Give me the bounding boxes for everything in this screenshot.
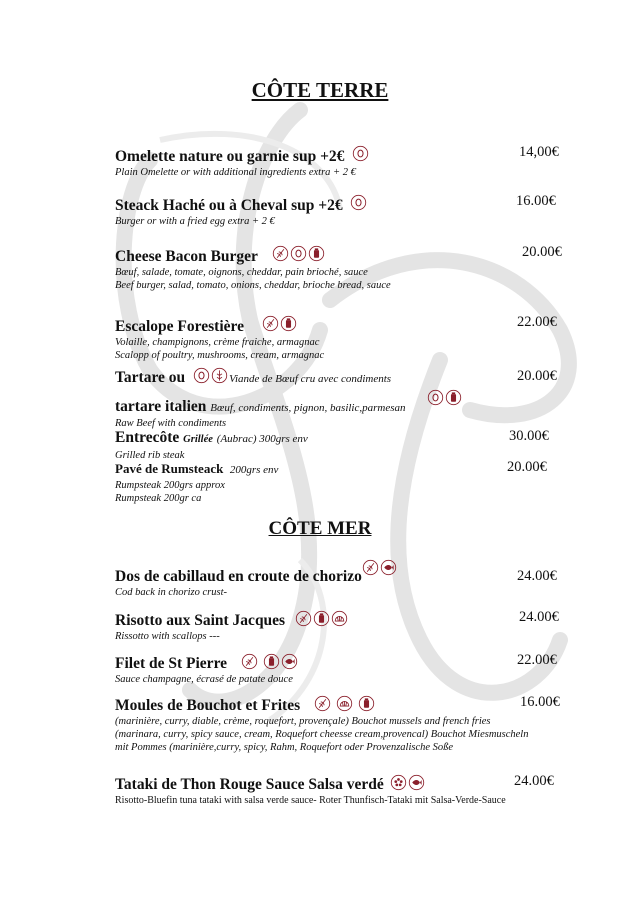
menu-item-tartare-italien	[115, 398, 575, 430]
section-title-terre: CÔTE TERRE	[251, 78, 389, 102]
item-price: 24.00€	[519, 609, 559, 625]
item-desc: Plain Omelette or with additional ingredients extra + 2 €	[115, 167, 356, 178]
wheat-icon	[262, 315, 279, 332]
mustard-icon	[211, 367, 228, 384]
item-desc-en: (marinara, curry, spicy sauce, cream, Roquefort cheesse cream,provencal) Bouchot Miesmuscheln	[115, 729, 529, 740]
item-price: 14,00€	[519, 144, 559, 160]
item-name: Cheese Bacon Burger	[115, 248, 258, 265]
item-name: Entrecôte	[115, 429, 180, 446]
item-desc: Volaille, champignons, crème fraiche, armagnac	[115, 337, 320, 348]
item-price: 16.00€	[516, 193, 556, 209]
cabillaud-allergens	[362, 558, 398, 576]
item-name: Tartare ou	[115, 369, 186, 386]
wheat-icon	[272, 245, 289, 262]
item-desc: Sauce champagne, écrasé de patate douce	[115, 674, 293, 685]
item-name: Tataki de Thon Rouge Sauce Salsa verdé	[115, 776, 384, 793]
shellfish-icon	[336, 695, 353, 712]
fish-icon	[380, 559, 397, 576]
item-desc: Burger or with a fried egg extra + 2 €	[115, 216, 275, 227]
milk-icon	[280, 315, 297, 332]
wheat-icon	[241, 653, 258, 670]
item-price: 30.00€	[509, 428, 549, 444]
egg-icon	[427, 389, 444, 406]
section-title-mer: CÔTE MER	[268, 518, 372, 539]
item-name: tartare italien	[115, 398, 207, 415]
milk-icon	[308, 245, 325, 262]
item-inline-desc: 200grs env	[229, 464, 279, 476]
fish-icon	[281, 653, 298, 670]
menu-item-tataki	[115, 773, 575, 807]
egg-icon	[350, 194, 367, 211]
menu-item-risotto	[115, 609, 575, 643]
item-name: Pavé de Rumsteack	[115, 461, 224, 476]
milk-icon	[445, 389, 462, 406]
item-price: 22.00€	[517, 314, 557, 330]
item-desc-alt: Rumpsteak 200gr ca	[115, 493, 202, 504]
item-name: Moules de Bouchot et Frites	[115, 697, 301, 714]
menu-item-steack	[115, 193, 575, 228]
item-price: 20.00€	[507, 459, 547, 475]
menu-item-pave-rumsteack	[115, 460, 575, 505]
item-inline-desc: Bœuf, condiments, pignon, basilic,parmesan	[210, 402, 406, 414]
item-price: 16.00€	[520, 694, 560, 710]
item-desc-en: Beef burger, salad, tomato, onions, cheddar, brioche bread, sauce	[115, 280, 391, 291]
menu-item-moules	[115, 694, 575, 754]
item-inline-bold: Grillée	[183, 434, 213, 445]
item-name: Dos de cabillaud en croute de chorizo	[115, 568, 362, 585]
shellfish-icon	[331, 610, 348, 627]
item-name: Steack Haché ou à Cheval sup +2€	[115, 197, 343, 214]
milk-icon	[313, 610, 330, 627]
menu-item-tartare	[115, 366, 575, 388]
fish-icon	[408, 774, 425, 791]
wheat-icon	[314, 695, 331, 712]
item-name: Risotto aux Saint Jacques	[115, 612, 286, 629]
tartare-italien-allergens	[427, 388, 463, 406]
item-price: 20.00€	[522, 244, 562, 260]
item-desc-de: mit Pommes (marinière,curry, spicy, Rahm, Roquefort oder Provenzalische Soße	[115, 742, 454, 753]
egg-icon	[352, 145, 369, 162]
item-name: Omelette nature ou garnie sup +2€	[115, 148, 345, 165]
wheat-icon	[362, 559, 379, 576]
egg-icon	[193, 367, 210, 384]
item-price: 24.00€	[517, 568, 557, 584]
item-name: Filet de St Pierre	[115, 655, 228, 672]
item-desc: Rissotto with scallops ---	[115, 631, 220, 642]
menu-item-escalope	[115, 314, 575, 362]
menu-item-cabillaud	[115, 568, 575, 599]
wheat-icon	[295, 610, 312, 627]
item-price: 24.00€	[514, 773, 554, 789]
item-desc: Grilled rib steak	[115, 450, 185, 461]
menu-item-entrecote	[115, 429, 575, 462]
item-desc: (marinière, curry, diable, crème, roquefort, provençale) Bouchot mussels and french fries	[115, 716, 491, 727]
item-desc: Cod back in chorizo crust-	[115, 587, 227, 598]
item-desc: Bœuf, salade, tomate, oignons, cheddar, pain brioché, sauce	[115, 267, 368, 278]
menu-item-omelette	[115, 144, 575, 179]
item-price: 22.00€	[517, 652, 557, 668]
item-desc: Raw Beef with condiments	[115, 418, 227, 429]
item-desc: Risotto-Bluefin tuna tataki with salsa verde sauce- Roter Thunfisch-Tataki mit Salsa-Verde-Sauce	[115, 795, 506, 806]
item-inline-desc: Viande de Bœuf cru avec condiments	[229, 373, 392, 385]
egg-icon	[290, 245, 307, 262]
item-desc-en: Scalopp of poultry, mushrooms, cream, armagnac	[115, 350, 325, 361]
menu-item-cheese-bacon-burger	[115, 244, 575, 292]
menu-item-st-pierre	[115, 652, 575, 686]
milk-icon	[358, 695, 375, 712]
sesame-icon	[390, 774, 407, 791]
item-name: Escalope Forestière	[115, 318, 244, 335]
item-inline-desc: (Aubrac) 300grs env	[216, 433, 308, 445]
item-desc: Rumpsteak 200grs approx	[115, 480, 225, 491]
milk-icon	[263, 653, 280, 670]
item-price: 20.00€	[517, 368, 557, 384]
